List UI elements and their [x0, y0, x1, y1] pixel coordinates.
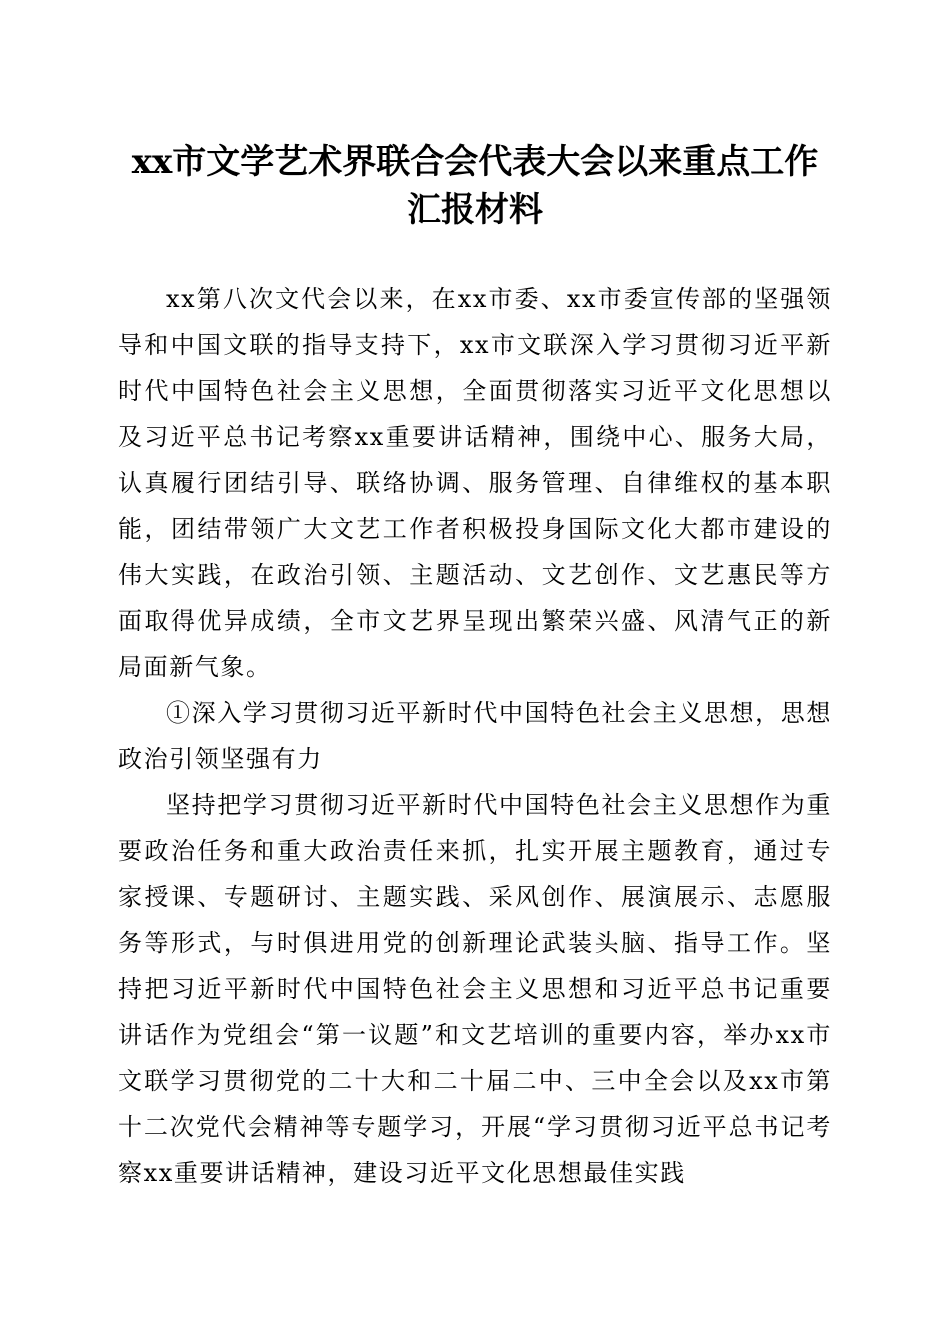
paragraph-intro: xx第八次文代会以来，在xx市委、xx市委宣传部的坚强领导和中国文联的指导支持下，xx市文联深入学习贯彻习近平新时代中国特色社会主义思想，全面贯彻落实习近平文化思想以及习近平总书记考察xx重要讲话精神，围绕中心、服务大局，认真履行团结引导、联络协调、服务管理、自律维权的基本职能，团结带领广大文艺工作者积极投身国际文化大都市建设的伟大实践，在政治引领、主题活动、文艺创作、文艺惠民等方面取得优异成绩，全市文艺界呈现出繁荣兴盛、风清气正的新局面新气象。	[118, 285, 832, 681]
paragraph-section-1: 坚持把学习贯彻习近平新时代中国特色社会主义思想作为重要政治任务和重大政治责任来抓，扎实开展主题教育，通过专家授课、专题研讨、主题实践、采风创作、展演展示、志愿服务等形式，与时俱进用党的创新理论武装头脑、指导工作。坚持把习近平新时代中国特色社会主义思想和习近平总书记重要讲话作为党组会“第一议题”和文艺培训的重要内容，举办xx市文联学习贯彻党的二十大和二十届二中、三中全会以及xx市第十二次党代会精神等专题学习，开展“学习贯彻习近平总书记考察xx重要讲话精神，建设习近平文化思想最佳实践	[118, 791, 832, 1187]
section-heading-1: ①深入学习贯彻习近平新时代中国特色社会主义思想，思想政治引领坚强有力	[118, 699, 832, 773]
document-title: xx市文学艺术界联合会代表大会以来重点工作汇报材料	[131, 142, 819, 230]
document-body	[118, 276, 832, 1196]
